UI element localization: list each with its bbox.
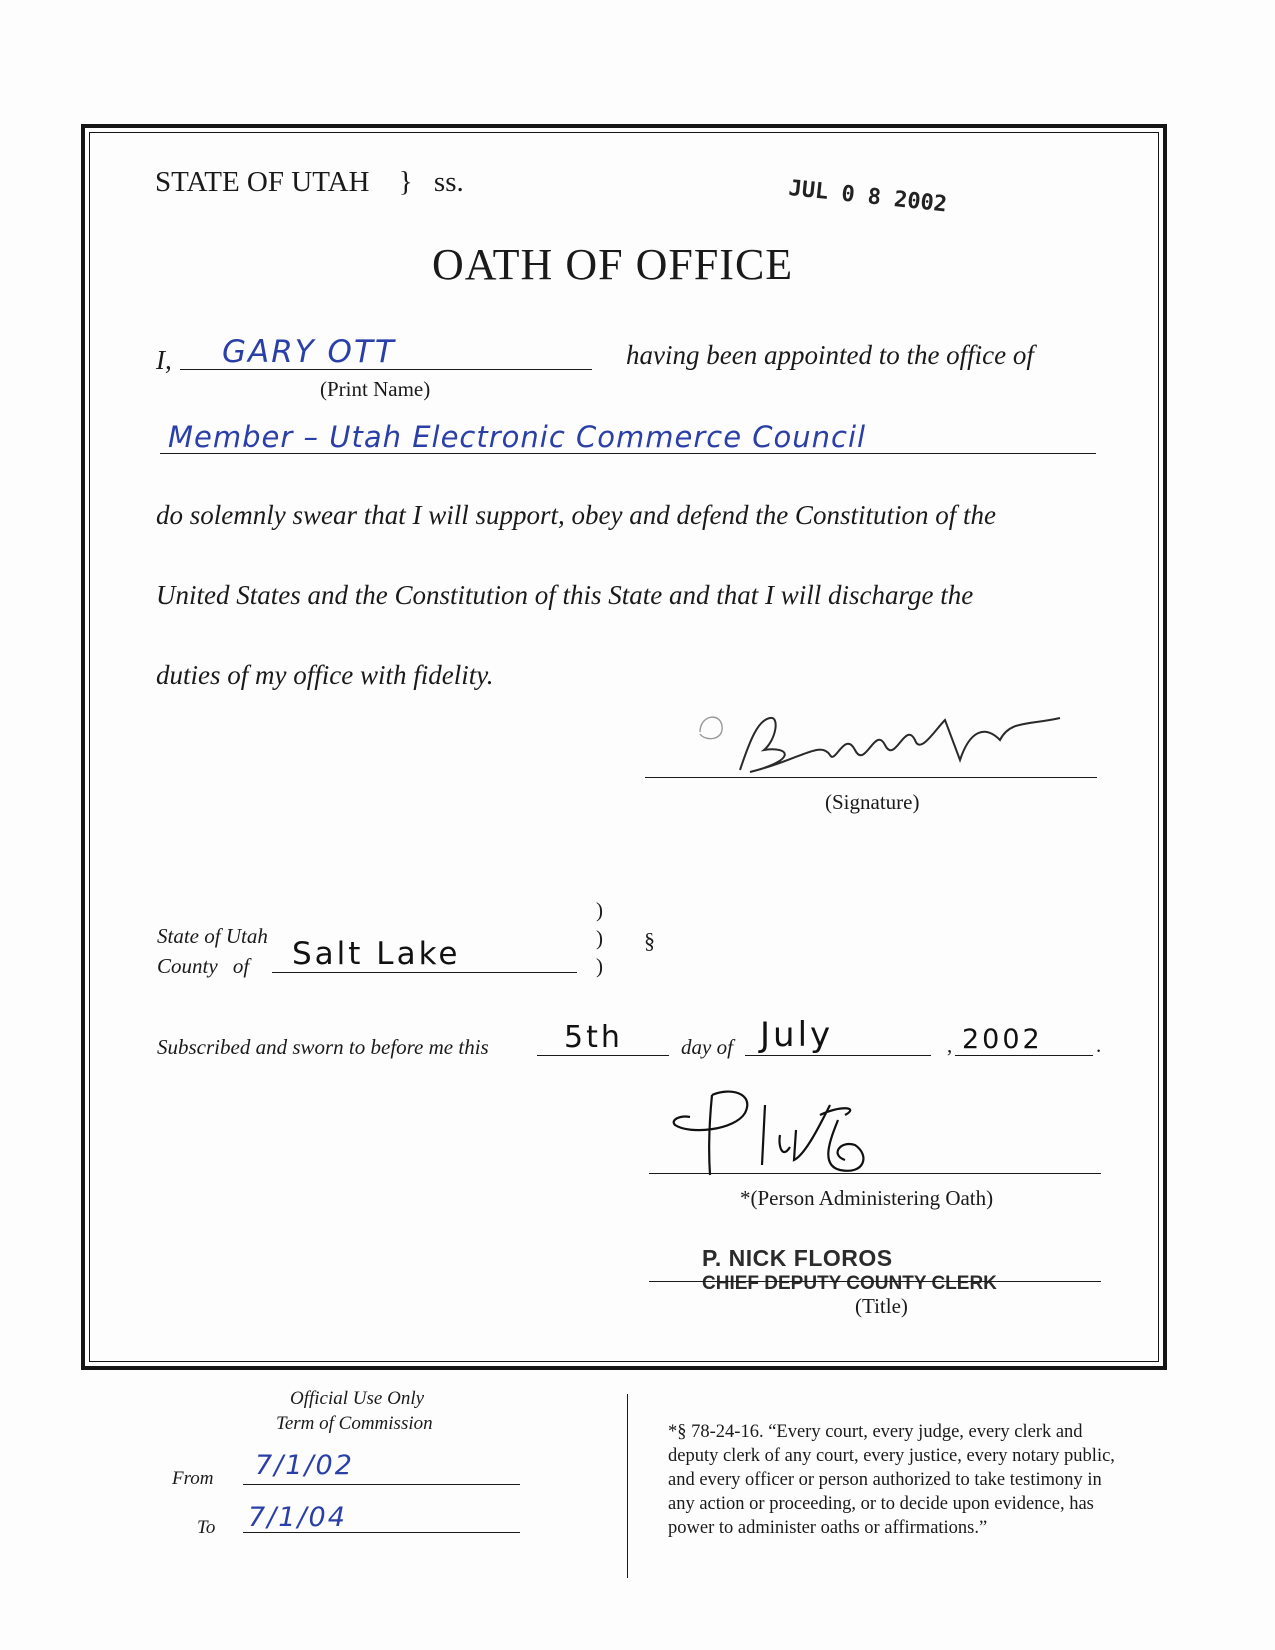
- pronoun-i: I,: [156, 345, 172, 375]
- month-line: [745, 1055, 931, 1056]
- state-label: STATE OF UTAH: [155, 166, 370, 198]
- year-value: 2002: [962, 1024, 1043, 1055]
- day-of-label: day of: [681, 1035, 733, 1059]
- year-period: .: [1096, 1033, 1102, 1057]
- footnote-line-4: any action or proceeding, or to decide upon evidence, has: [668, 1494, 1094, 1514]
- section-symbol: §: [644, 928, 655, 953]
- administrator-caption: *(Person Administering Oath): [740, 1186, 994, 1210]
- oath-body-line-1: do solemnly swear that I will support, obey and defend the Constitution of the: [156, 500, 996, 530]
- from-value: 7/1/02: [255, 1450, 354, 1481]
- printed-name-value: GARY OTT: [222, 334, 396, 370]
- officer-name-stamp: P. NICK FLOROS: [702, 1245, 893, 1271]
- administrator-signature: [670, 1085, 900, 1180]
- signature-line: [645, 777, 1097, 778]
- footnote-line-5: power to administer oaths or affirmations.”: [668, 1518, 988, 1538]
- signature-caption: (Signature): [825, 790, 920, 814]
- official-use-heading: Official Use Only: [290, 1388, 425, 1409]
- county-line: [272, 972, 577, 973]
- office-value: Member – Utah Electronic Commerce Council: [168, 420, 867, 454]
- venue-paren-3: ): [596, 954, 603, 978]
- footnote-line-3: and every officer or person authorized to take testimony in: [668, 1470, 1102, 1490]
- appointed-text: having been appointed to the office of: [626, 340, 1034, 370]
- venue-county-label: County of: [157, 954, 250, 978]
- brace: }: [398, 166, 413, 198]
- sworn-prefix: Subscribed and sworn to before me this: [157, 1035, 489, 1059]
- year-comma: ,: [947, 1033, 953, 1057]
- page-title: OATH OF OFFICE: [432, 240, 794, 289]
- oath-body-line-2: United States and the Constitution of this State and that I will discharge the: [156, 580, 974, 610]
- footnote-block: [668, 1420, 1115, 1540]
- day-value: 5th: [564, 1020, 623, 1055]
- administrator-line: [649, 1173, 1101, 1174]
- venue-state-label: State of Utah: [157, 924, 268, 948]
- print-name-caption: (Print Name): [320, 377, 431, 401]
- to-label: To: [197, 1517, 216, 1538]
- venue-paren-2: ): [596, 926, 603, 950]
- footer-divider: [627, 1394, 628, 1578]
- oath-taker-signature: [680, 700, 1100, 780]
- venue-paren-1: ): [596, 898, 603, 922]
- footnote-line-1: *§ 78-24-16. “Every court, every judge, every clerk and: [668, 1422, 1083, 1442]
- month-value: July: [760, 1015, 834, 1055]
- ss-label: ss.: [433, 166, 464, 198]
- title-caption: (Title): [855, 1294, 908, 1318]
- footnote-line-2: deputy clerk of any court, every justice, every notary public,: [668, 1446, 1115, 1466]
- officer-title-stamp: CHIEF DEPUTY COUNTY CLERK: [702, 1273, 997, 1294]
- year-line: [955, 1055, 1093, 1056]
- day-line: [537, 1055, 669, 1056]
- county-value: Salt Lake: [292, 936, 461, 972]
- term-of-commission-heading: Term of Commission: [276, 1413, 433, 1434]
- state-heading: [155, 166, 464, 199]
- from-line: [243, 1484, 520, 1485]
- from-label: From: [172, 1468, 214, 1489]
- received-date-stamp: JUL 0 8 2002: [787, 176, 949, 218]
- title-line: [649, 1281, 1101, 1282]
- oath-body-line-3: duties of my office with fidelity.: [156, 660, 494, 690]
- to-value: 7/1/04: [248, 1502, 347, 1533]
